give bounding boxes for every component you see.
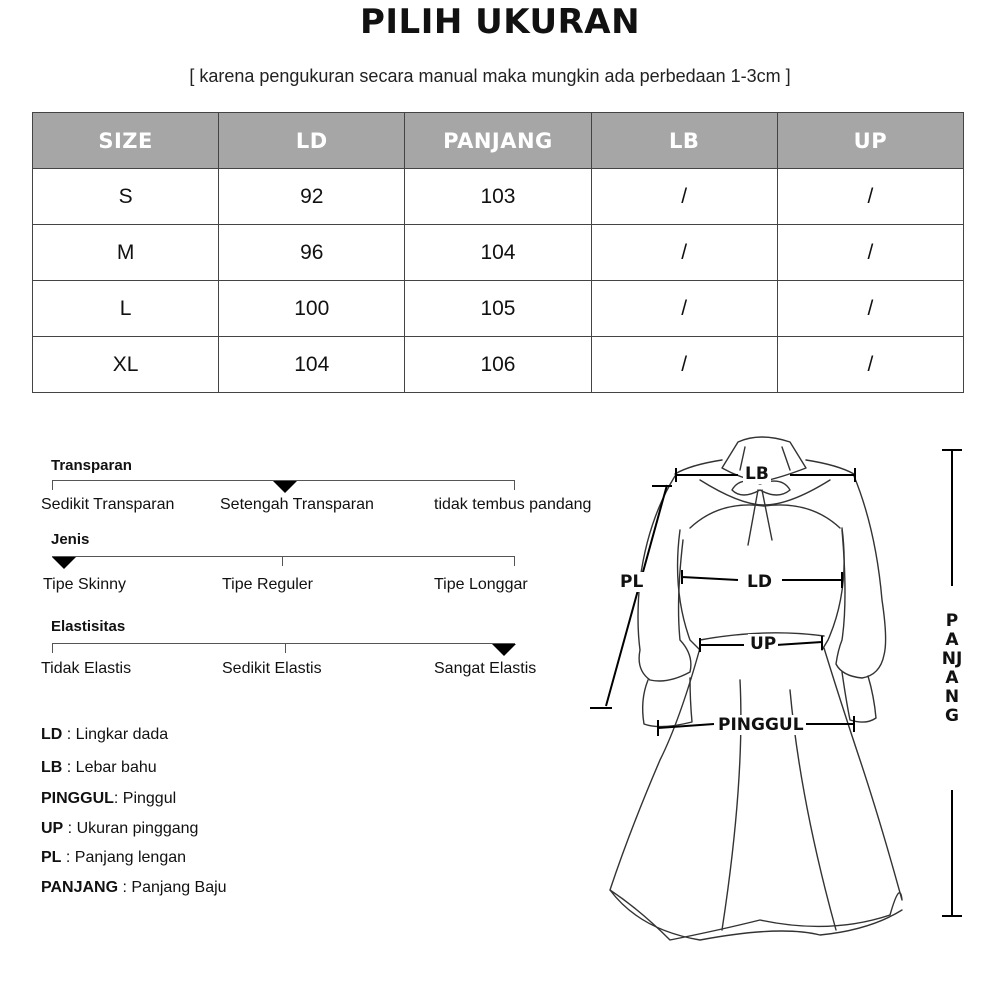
legend-sep: : (118, 879, 132, 896)
legend-sep: : (113, 790, 123, 807)
column-header: LD (219, 113, 405, 169)
table-cell: L (33, 281, 219, 337)
scale-label: Tipe Longgar (434, 576, 528, 593)
skirt-outline (610, 648, 902, 940)
right-cuff-ruffle (842, 672, 876, 722)
label-pl: PL (620, 572, 644, 592)
table-cell: 106 (405, 337, 591, 393)
column-header: UP (777, 113, 963, 169)
table-cell: / (591, 225, 777, 281)
scale-label: Sedikit Transparan (41, 496, 175, 513)
table-cell: 100 (219, 281, 405, 337)
label-pinggul: PINGGUL (718, 715, 804, 735)
scale-label: Tidak Elastis (41, 660, 132, 677)
legend-abbr: UP (41, 820, 64, 837)
table-cell: 103 (405, 169, 591, 225)
legend-abbr: LB (41, 759, 63, 776)
column-header: LB (591, 113, 777, 169)
legend-abbr: LD (41, 726, 63, 743)
scale-title: Jenis (51, 531, 90, 548)
scale-label: Sangat Elastis (434, 660, 537, 677)
legend-sep: : (62, 726, 76, 743)
legend-sep: : (63, 820, 77, 837)
label-up: UP (750, 634, 777, 654)
table-cell: / (777, 281, 963, 337)
hem-line (610, 890, 902, 940)
column-header: PANJANG (405, 113, 591, 169)
legend-abbr: PINGGUL (41, 790, 114, 807)
table-cell: S (33, 169, 219, 225)
legend-sep: : (61, 849, 75, 866)
legend-desc: Pinggul (122, 790, 177, 807)
scale-label: Tipe Reguler (222, 576, 314, 593)
table-cell: / (777, 225, 963, 281)
column-header: SIZE (33, 113, 219, 169)
bow-ties (748, 490, 772, 545)
legend-desc: Panjang Baju (131, 879, 227, 896)
scale-title: Transparan (51, 457, 132, 474)
scale-label: Setengah Transparan (220, 496, 374, 513)
page-subtitle: [ karena pengukuran secara manual maka mungkin ada perbedaan 1-3cm ] (189, 66, 791, 86)
legend-desc: Panjang lengan (74, 849, 187, 866)
table-cell: 104 (219, 337, 405, 393)
table-cell: / (777, 337, 963, 393)
legend-desc: Lingkar dada (75, 726, 169, 743)
legend-sep: : (62, 759, 76, 776)
table-cell: / (591, 337, 777, 393)
table-cell: 92 (219, 169, 405, 225)
table-cell: M (33, 225, 219, 281)
pl-measure-line (590, 485, 672, 708)
table-cell: / (591, 169, 777, 225)
table-cell: 104 (405, 225, 591, 281)
table-cell: / (591, 281, 777, 337)
left-cuff-ruffle (643, 678, 692, 727)
label-panjang: PANJANG (941, 611, 963, 726)
legend-desc: Lebar bahu (75, 759, 157, 776)
table-cell: 96 (219, 225, 405, 281)
legend-abbr: PL (41, 849, 62, 866)
legend-abbr: PANJANG (41, 879, 119, 896)
label-ld: LD (747, 572, 772, 592)
scale-label: tidak tembus pandang (434, 496, 592, 513)
scale-label: Tipe Skinny (43, 576, 126, 593)
table-cell: / (777, 169, 963, 225)
table-cell: 105 (405, 281, 591, 337)
scale-title: Elastisitas (51, 618, 126, 635)
page-title: PILIH UKURAN (359, 2, 641, 42)
legend-desc: Ukuran pinggang (76, 820, 199, 837)
label-lb: LB (745, 464, 769, 484)
table-cell: XL (33, 337, 219, 393)
scale-label: Sedikit Elastis (222, 660, 322, 677)
